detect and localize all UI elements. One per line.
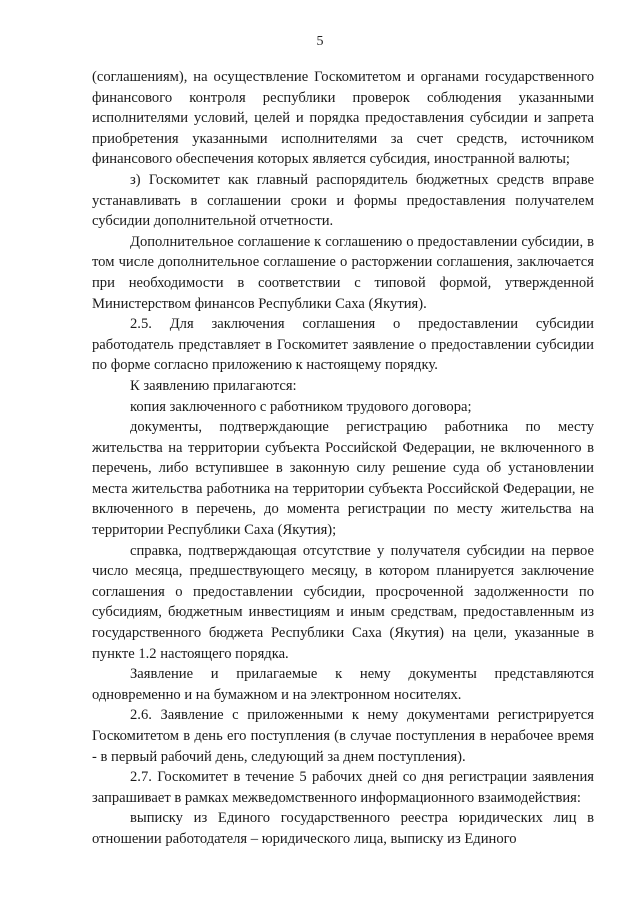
- paragraph-contract-copy: копия заключенного с работником трудового договора;: [130, 398, 472, 415]
- paragraph-attachments-intro: К заявлению прилагаются:: [130, 377, 297, 394]
- paragraph-registration-documents: документы, подтверждающие регистрацию работника по месту жительства на территории субъекта Российской Федерации, не включенного в перечень, либо вступившее в законную силу решение суда об установлении места жительства работника на территории субъекта Российской Федерации, не включенного в перечень, до момента регистрации по месту жительства на территории Республики Саха (Якутия);: [92, 419, 594, 539]
- paragraph-continuation: (соглашениям), на осуществление Госкомитетом и органами государственного финансового контроля республики проверок соблюдения указанными исполнителями условий, целей и порядка предоставления субсидии и запрета приобретения указанными исполнителями за счет средств, источником финансового обеспечения которых является субсидия, иностранной валюты;: [92, 69, 594, 168]
- paragraph-2-6: 2.6. Заявление с приложенными к нему документами регистрируется Госкомитетом в день его поступления (в случае поступления в нерабочее время - в первый рабочий день, следующий за днем поступления).: [92, 707, 594, 765]
- paragraph-additional-agreement: Дополнительное соглашение к соглашению о предоставлении субсидии, в том числе дополнительное соглашение о расторжении соглашения, заключается при необходимости в соответствии с типовой формой, утвержденной Министерством финансов Республики Саха (Якутия).: [92, 233, 594, 312]
- paragraph-2-5: 2.5. Для заключения соглашения о предоставлении субсидии работодатель представляет в Госкомитет заявление о предоставлении субсидии по форме согласно приложению к настоящему порядку.: [92, 316, 594, 374]
- paragraph-certificate: справка, подтверждающая отсутствие у получателя субсидии на первое число месяца, предшествующего месяцу, в котором планируется заключение соглашения о предоставлении субсидии, просроченной задолженности по субсидиям, бюджетным инвестициям и иным средствам, предоставленным из государственного бюджета Республики Саха (Якутия) на цели, указанные в пункте 1.2 настоящего порядка.: [92, 542, 594, 662]
- paragraph-2-7: 2.7. Госкомитет в течение 5 рабочих дней со дня регистрации заявления запрашивает в рамках межведомственного информационного взаимодействия:: [92, 769, 594, 806]
- paragraph-item-z: з) Госкомитет как главный распорядитель бюджетных средств вправе устанавливать в соглашении сроки и формы предоставления получателем субсидии дополнительной отчетности.: [92, 171, 594, 230]
- page-number: 5: [316, 34, 324, 49]
- document-body: [92, 67, 594, 850]
- paragraph-submission: Заявление и прилагаемые к нему документы представляются одновременно и на бумажном и на электронном носителях.: [92, 666, 594, 703]
- paragraph-extract: выписку из Единого государственного реестра юридических лиц в отношении работодателя – юридического лица, выписку из Единого: [92, 810, 594, 847]
